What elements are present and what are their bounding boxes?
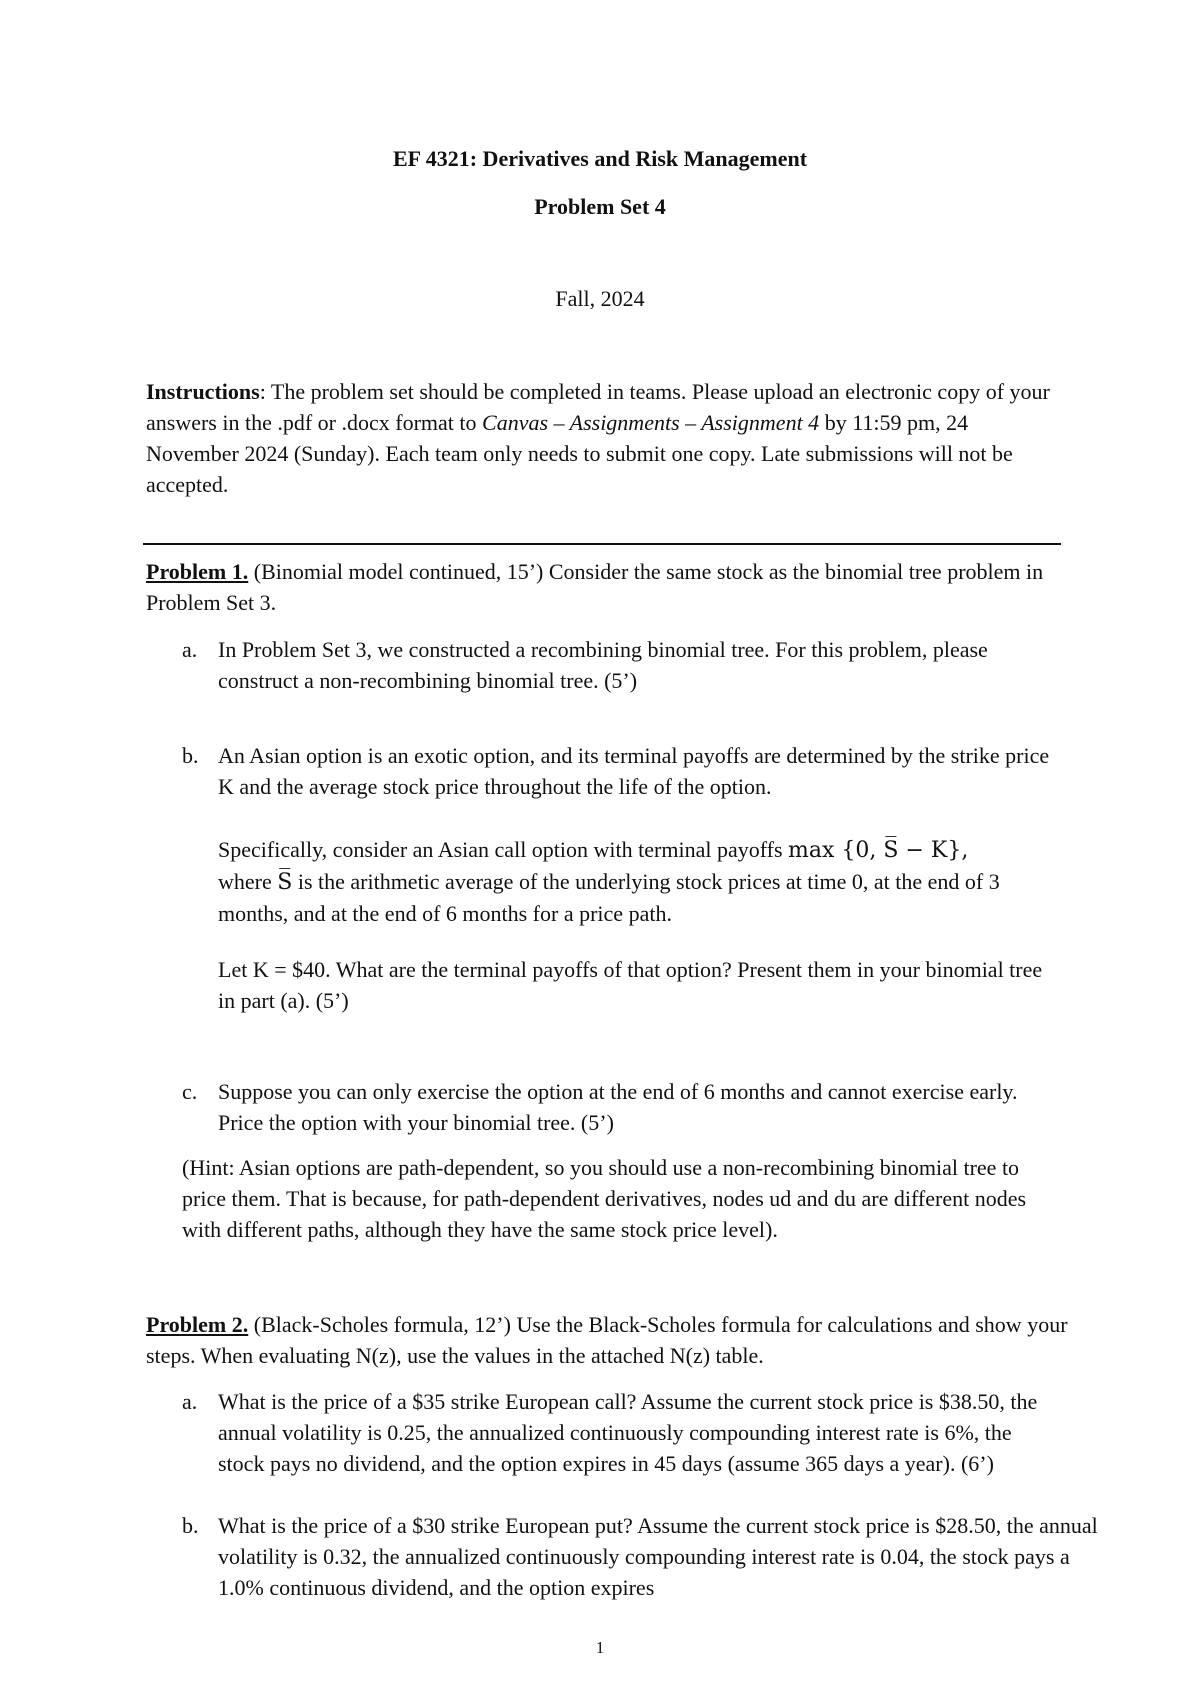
instructions-paragraph xyxy=(146,376,1066,500)
part-b-where-prefix: where xyxy=(218,869,278,894)
part-b-where-text: is the arithmetic average of the underlying stock prices at time 0, at the end of 3 months, and at the end of 6 months for a price path. xyxy=(218,869,1000,926)
s-bar-symbol: S̅ xyxy=(277,870,293,895)
part-b-label: b. xyxy=(182,743,199,768)
part-c-text: Suppose you can only exercise the option at the end of 6 months and cannot exercise early. Price the option with your binomial tree. (5’) xyxy=(218,1079,1018,1135)
page-number: 1 xyxy=(595,1638,605,1657)
p2-part-b-label: b. xyxy=(182,1513,199,1538)
part-c-label: c. xyxy=(182,1079,198,1104)
term-label: Fall, 2024 xyxy=(555,286,645,311)
problem-1-hint: (Hint: Asian options are path-dependent, so you should use a non-recombining binomial tree to price them. That is because, for path-dependent derivatives, nodes ud and du are different nodes with different paths, although they have the same stock price level). xyxy=(182,1155,1027,1242)
part-b-specification xyxy=(218,834,1064,929)
problem-2-intro-text: (Black-Scholes formula, 12’) Use the Black-Scholes formula for calculations and show your steps. When evaluating N(z), use the values in the attached N(z) table. xyxy=(146,1312,1068,1368)
p2-part-b-text: What is the price of a $30 strike European put? Assume the current stock price is $28.50, the annual volatility is 0.32, the annualized continuously compounding interest rate is 0.04, the stock pays a 1.0% continuous dividend, and the option expires xyxy=(218,1513,1098,1600)
instructions-label: Instructions xyxy=(146,379,260,404)
problem-2-intro xyxy=(146,1309,1076,1371)
problem-1-intro-text: (Binomial model continued, 15’) Consider the same stock as the binomial tree problem in Problem Set 3. xyxy=(146,559,1044,615)
p2-part-a-label: a. xyxy=(182,1389,198,1414)
part-b-strike-question: Let K = $40. What are the terminal payoffs of that option? Present them in your binomial tree in part (a). (5’) xyxy=(218,957,1043,1013)
part-a-label: a. xyxy=(182,637,198,662)
instructions-text-2: by 11:59 pm, 24 November 2024 (Sunday). Each team only needs to submit one copy. Late submissions will not be accepted. xyxy=(146,410,1013,497)
instructions-text-1: : The problem set should be completed in teams. Please upload an electronic copy of your answers in the .pdf or .docx format to xyxy=(146,379,1050,435)
document-title: EF 4321: Derivatives and Risk Management xyxy=(392,146,808,171)
payoff-formula: max {0, S̅ − K}, xyxy=(788,838,969,863)
section-divider xyxy=(143,543,1061,545)
problem-1-label: Problem 1. xyxy=(146,559,249,584)
part-a-text: In Problem Set 3, we constructed a recombining binomial tree. For this problem, please construct a non-recombining binomial tree. (5’) xyxy=(218,637,988,693)
document-subtitle: Problem Set 4 xyxy=(534,194,666,219)
problem-1-intro xyxy=(146,556,1066,618)
canvas-path: Canvas – Assignments – Assignment 4 xyxy=(482,410,820,435)
problem-2-label: Problem 2. xyxy=(146,1312,249,1337)
part-b-spec-prefix: Specifically, consider an Asian call option with terminal payoffs xyxy=(218,837,789,862)
p2-part-a-text: What is the price of a $35 strike European call? Assume the current stock price is $38.50, the annual volatility is 0.25, the annualized continuously compounding interest rate is 6%, the stock pays no dividend, and the option expires in 45 days (assume 365 days a year). (6’) xyxy=(218,1389,1038,1476)
part-b-text: An Asian option is an exotic option, and its terminal payoffs are determined by the strike price K and the average stock price throughout the life of the option. xyxy=(218,743,1050,799)
